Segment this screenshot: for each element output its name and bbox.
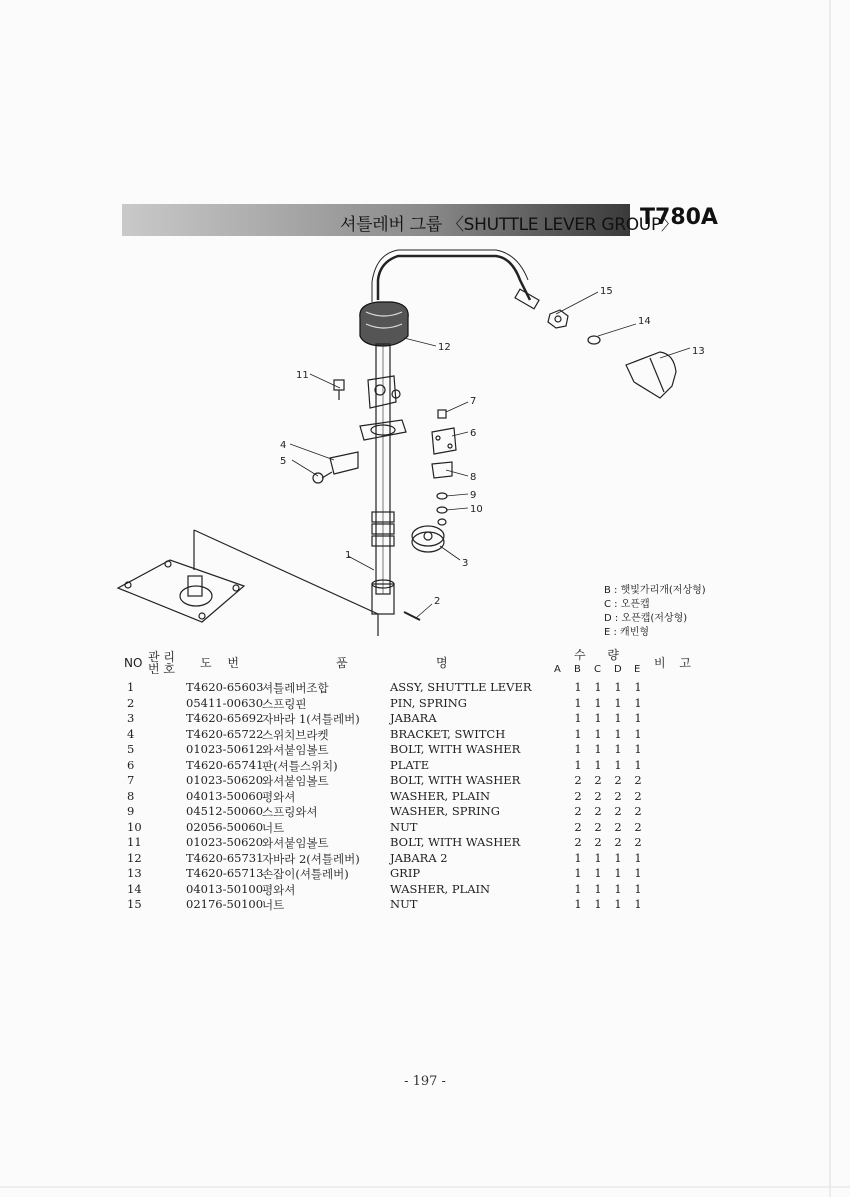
callout-6: 6 — [470, 428, 477, 439]
header-mgmt-top: 관 리 — [148, 650, 175, 664]
header-col-e: E — [634, 664, 641, 675]
legend-d: D : 오픈캡(저상형) — [604, 613, 688, 624]
header-col-c: C — [594, 664, 601, 675]
table-row: 14 04013-50100 평와셔 WASHER, PLAIN 1 1 1 1 — [127, 881, 642, 897]
callout-13: 13 — [692, 346, 705, 357]
header-col-b: B — [574, 664, 581, 675]
exploded-parts-diagram — [0, 240, 850, 640]
callout-15: 15 — [600, 286, 613, 297]
header-mgmt-bottom: 번 호 — [148, 662, 175, 676]
header-col-a: A — [554, 664, 561, 675]
callout-4: 4 — [280, 440, 287, 451]
callout-12: 12 — [438, 342, 451, 353]
legend-e: E : 캐빈형 — [604, 627, 650, 638]
callout-11: 11 — [296, 370, 309, 381]
table-row: 1 T4620-65603 셔틀레버조합 ASSY, SHUTTLE LEVER 1 1 1 1 — [127, 680, 642, 695]
table-row: 9 04512-50060 스프링와셔 WASHER, SPRING 2 2 2 2 — [127, 804, 642, 819]
callout-3: 3 — [462, 558, 469, 569]
header-name-a: 품 — [336, 656, 348, 670]
header-drawing: 도 번 — [200, 656, 239, 670]
parts-table-header — [124, 650, 704, 680]
callout-5: 5 — [280, 456, 287, 467]
group-title: 셔틀레버 그룹 〈SHUTTLE LEVER GROUP〉 — [340, 215, 678, 235]
table-row: 5 01023-50612 와셔붙임볼트 BOLT, WITH WASHER 1 1 1 1 — [127, 742, 642, 757]
legend-b: B : 햇빛가리개(저상형) — [604, 585, 706, 596]
callout-7: 7 — [470, 396, 477, 407]
table-row: 15 02176-50100 너트 NUT 1 1 1 1 — [127, 897, 642, 912]
table-row: 10 02056-50060 너트 NUT 2 2 2 2 — [127, 819, 642, 835]
legend-c: C : 오픈캡 — [604, 599, 650, 610]
callout-14: 14 — [638, 316, 651, 327]
header-col-d: D — [614, 664, 622, 675]
table-row: 13 T4620-65713 손잡이(셔틀레버) GRIP 1 1 1 1 — [127, 866, 642, 881]
callout-2: 2 — [434, 596, 441, 607]
header-no: NO — [124, 656, 143, 670]
parts-table-body — [124, 680, 664, 913]
header-qty: 수 량 — [574, 648, 619, 662]
callout-1: 1 — [345, 550, 352, 561]
table-row: 4 T4620-65722 스위치브라켓 BRACKET, SWITCH 1 1 1 1 — [127, 726, 642, 742]
table-row: 12 T4620-65731 자바라 2(셔틀레버) JABARA 2 1 1 1 1 — [127, 850, 642, 866]
variant-legend — [604, 584, 706, 640]
table-row: 6 T4620-65741 판(셔틀스위치) PLATE 1 1 1 1 — [127, 757, 642, 773]
model-number: T780A — [640, 205, 718, 230]
table-row: 11 01023-50620 와셔붙임볼트 BOLT, WITH WASHER 2 2 2 2 — [127, 835, 642, 850]
table-row: 2 05411-00630 스프링핀 PIN, SPRING 1 1 1 1 — [127, 695, 642, 711]
callout-9: 9 — [470, 490, 477, 501]
callout-10: 10 — [470, 504, 483, 515]
table-row: 8 04013-50060 평와셔 WASHER, PLAIN 2 2 2 2 — [127, 788, 642, 804]
header-remarks: 비 고 — [654, 656, 691, 670]
page-number: - 197 - — [404, 1074, 446, 1089]
callout-8: 8 — [470, 472, 477, 483]
table-row: 3 T4620-65692 자바라 1(셔틀레버) JABARA 1 1 1 1 — [127, 711, 642, 726]
header-name-b: 명 — [436, 656, 448, 670]
table-row: 7 01023-50620 와셔붙임볼트 BOLT, WITH WASHER 2 2 2 2 — [127, 773, 642, 788]
